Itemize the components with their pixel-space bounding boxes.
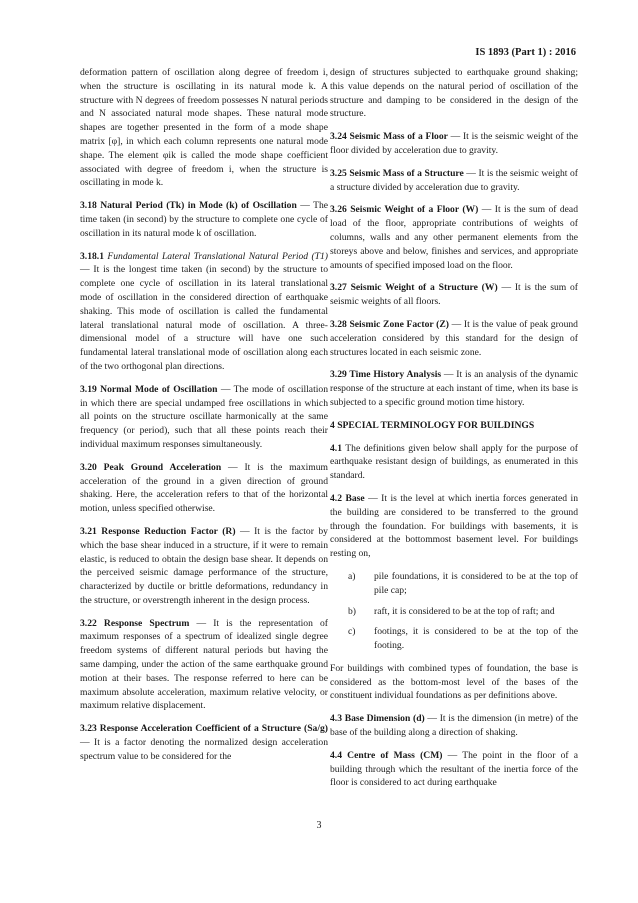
section-heading: 4.4 Centre of Mass (CM)	[330, 749, 443, 761]
list-text: footings, it is considered to be at the top of the footing.	[374, 626, 578, 652]
paragraph-continued: design of structures subjected to earthquake ground shaking; this value depends on the natural period of oscillation of the structure and damping to be considered in the design of the structure.	[330, 67, 578, 120]
section-body: The definitions given below shall apply for the purpose of earthquake resistant design of buildings, as enumerated in this standard.	[330, 442, 578, 482]
section-body: — It is an analysis of the dynamic response of the structure at each instant of time, when its base is subjected to a specific ground motion time history.	[330, 369, 578, 408]
section-3-22	[80, 617, 328, 714]
section-3-29	[330, 368, 578, 409]
section-4-3	[330, 712, 578, 740]
section-body: — It is the level at which inertia forces generated in the building are considered to be transferred to the ground through the foundation. For buildings with basements, it is considered at the bottommost basement level. For buildings resting on,	[330, 492, 579, 560]
section-body: — It is the representation of maximum responses of a spectrum of idealized single degree freedom systems of different natural periods but having the same damping, under the action of the same earthquake ground motion at their bases. The response referred to here can be maximum absolute acceleration, maximum relative velocity, or maximum relative displacement.	[80, 617, 328, 712]
list-item	[330, 625, 578, 653]
right-column	[330, 66, 578, 799]
paragraph-combined-foundation: For buildings with combined types of foundation, the base is considered as the bottom-most level of the bases of the constituent individual foundations as per definitions above.	[330, 662, 578, 702]
document-header: IS 1893 (Part 1) : 2016	[475, 47, 576, 58]
section-body: — It is the seismic weight of a structure divided by acceleration due to gravity.	[330, 167, 578, 193]
section-body: — The mode of oscillation in which there are special undamped free oscillations in which all points on the structure oscillate harmonically at the same frequency (or period), such that all these points reach their individual maximum responses simultaneously.	[80, 383, 328, 450]
section-3-19	[80, 383, 328, 452]
section-heading: 3.24 Seismic Mass of a Floor	[330, 131, 448, 143]
section-heading: 3.29 Time History Analysis	[330, 369, 442, 381]
section-body: — It is the value of peak ground acceleration considered by this standard for the design of structures located in each seismic zone.	[330, 318, 578, 358]
section-body: — It is the maximum acceleration of the ground in a given direction of ground shaking. Here, the acceleration refers to that of the horizontal motion, unless specified otherwise.	[80, 461, 328, 515]
list-text: raft, it is considered to be at the top of raft; and	[374, 605, 555, 617]
section-3-18-1	[80, 250, 328, 374]
section-heading: 4.1	[330, 442, 342, 454]
section-heading: 3.26 Seismic Weight of a Floor (W)	[330, 204, 479, 216]
list-item	[330, 605, 578, 619]
section-heading: 3.20 Peak Ground Acceleration	[80, 461, 222, 473]
section-body: — It is a factor denoting the normalized design acceleration spectrum value to be considered for the	[80, 737, 328, 762]
section-4-1	[330, 442, 578, 483]
list-text: pile foundations, it is considered to be at the top of pile cap;	[374, 570, 578, 596]
section-3-24	[330, 130, 578, 158]
section-3-28	[330, 318, 578, 359]
list-marker: a)	[348, 570, 356, 582]
list-marker: b)	[348, 605, 356, 617]
section-body: — The time taken (in second) by the structure to complete one cycle of oscillation in its natural mode k of oscillation.	[80, 200, 329, 239]
section-heading: 3.25 Seismic Mass of a Structure	[330, 167, 464, 179]
section-heading: 3.28 Seismic Zone Factor (Z)	[330, 318, 449, 330]
section-3-27	[330, 281, 578, 309]
section-body: — The point in the floor of a building through which the resultant of the inertia force of the floor is considered to act during earthquake	[330, 749, 578, 789]
section-3-25	[330, 167, 578, 195]
section-heading: 3.19 Normal Mode of Oscillation	[80, 383, 218, 395]
section-body: — It is the seismic weight of the floor divided by acceleration due to gravity.	[330, 131, 578, 156]
section-3-23	[80, 722, 328, 763]
left-column	[80, 66, 328, 773]
section-heading: 3.21 Response Reduction Factor (R)	[80, 525, 236, 537]
section-body: — It is the longest time taken (in second) by the structure to complete one cycle of oscillation in its lateral translational mode of oscillation in the considered direction of earthquake shaking. This mode of oscillation is called the fundamental lateral translational natural mode of oscillation. A three-dimensional model of a structure will have one such fundamental lateral translational mode of oscillation along each of the two orthogonal plan directions.	[80, 264, 328, 372]
section-body: — It is the sum of seismic weights of all floors.	[330, 282, 578, 308]
section-heading: 3.18 Natural Period (Tk) in Mode (k) of Oscillation	[80, 200, 297, 212]
page-number: 3	[316, 820, 322, 831]
chapter-heading-4: 4 SPECIAL TERMINOLOGY FOR BUILDINGS	[330, 419, 535, 431]
list-marker: c)	[348, 626, 356, 638]
section-number: 3.18.1	[80, 250, 108, 262]
section-3-26	[330, 203, 578, 272]
paragraph-intro: deformation pattern of oscillation along degree of freedom i, when the structure is oscillating in its natural mode k. A structure with N degrees of freedom possesses N natural periods and N associated natural mode shapes. These natural mode shapes are together presented in the form of a mode shape matrix [φ], in which each column represents one natural mode shape. The element φik is called the mode shape coefficient associated with degree of freedom i, when the structure is oscillating in mode k.	[80, 67, 328, 189]
section-body: — It is the sum of dead load of the floor, appropriate contributions of weights of columns, walls and any other permanent elements from the storeys above and below, finishes and services, and appropriate amounts of specified imposed load on the floor.	[330, 204, 578, 271]
section-body: — It is the dimension (in metre) of the base of the building along a direction of shaking.	[330, 713, 578, 739]
section-body: — It is the factor by which the base shear induced in a structure, if it were to remain elastic, is reduced to obtain the design base shear. It depends on the perceived seismic damage performance of the structure, characterized by ductile or brittle deformations, redundancy in the structure, or overstrength inherent in the design process.	[80, 525, 328, 606]
list-item	[330, 570, 578, 598]
section-heading: 3.23 Response Acceleration Coefficient of a Structure (Sa/g)	[80, 723, 328, 735]
section-heading: 4.2 Base	[330, 492, 365, 504]
base-list	[330, 570, 578, 653]
section-3-20	[80, 461, 328, 516]
section-heading: 4.3 Base Dimension (d)	[330, 713, 425, 725]
section-4-2	[330, 492, 578, 561]
section-title: Fundamental Lateral Translational Natural Period (T1)	[107, 250, 328, 262]
section-4-4	[330, 749, 578, 790]
section-3-18	[80, 199, 328, 240]
section-heading: 3.27 Seismic Weight of a Structure (W)	[330, 282, 498, 294]
section-3-21	[80, 525, 328, 608]
section-heading: 3.22 Response Spectrum	[80, 617, 190, 629]
